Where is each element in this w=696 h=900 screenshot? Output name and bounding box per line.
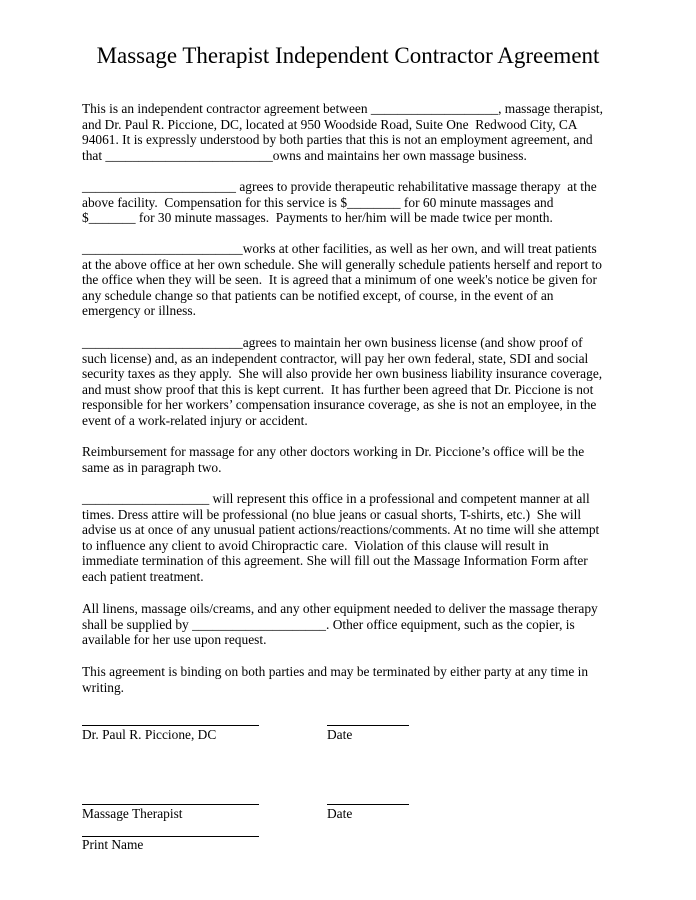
print-name-label: Print Name — [82, 837, 144, 852]
doctor-date-label: Date — [327, 727, 353, 742]
paragraph-line: at the above office at her own schedule. She will generally schedule patients herself and report to — [82, 256, 602, 272]
paragraph-line: above facility. Compensation for this service is $________ for 60 minute massages and — [82, 194, 554, 210]
paragraph-line: immediate termination of this agreement. She will fill out the Massage Information Form after — [82, 553, 588, 569]
therapist-date-line[interactable] — [327, 804, 409, 805]
paragraph-equipment — [82, 601, 622, 648]
paragraph-line: times. Dress attire will be professional (no blue jeans or casual shorts, T-shirts, etc.) She will — [82, 506, 582, 522]
paragraph-line: This agreement is binding on both parties and may be terminated by either party at any time in — [82, 664, 589, 679]
doctor-signature-label: Dr. Paul R. Piccione, DC — [82, 727, 217, 742]
paragraph-line: and must show proof that this is kept current. It has further been agreed that Dr. Piccione is not — [82, 381, 594, 397]
paragraph-line: shall be supplied by ____________________. Other office equipment, such as the copier, is — [82, 616, 575, 632]
paragraph-line: the office when they will be seen. It is agreed that a minimum of one week's notice be given for — [82, 272, 597, 288]
paragraph-termination — [82, 664, 622, 695]
paragraph-line: _______________________ agrees to provide therapeutic rehabilitative massage therapy at the — [82, 179, 597, 194]
paragraph-line: 94061. It is expressly understood by both parties that this is not an employment agreement, and — [82, 132, 593, 148]
paragraph-line: All linens, massage oils/creams, and any other equipment needed to deliver the massage therapy — [82, 601, 598, 616]
therapist-signature-label: Massage Therapist — [82, 806, 183, 821]
paragraph-line: security taxes as they apply. She will also provide her own business liability insurance coverage, — [82, 366, 603, 382]
doctor-signature-line[interactable] — [82, 725, 259, 726]
therapist-signature-line[interactable] — [82, 804, 259, 805]
paragraph-line: responsible for her workers’ compensation insurance coverage, as she is not an employee, in the — [82, 397, 597, 413]
paragraph-line: ________________________works at other facilities, as well as her own, and will treat patients — [82, 241, 597, 256]
paragraph-line: This is an independent contractor agreement between ___________________, massage therapist, — [82, 101, 603, 116]
paragraph-line: that _________________________owns and maintains her own massage business. — [82, 147, 527, 163]
paragraph-reimbursement — [82, 444, 622, 475]
paragraph-scheduling — [82, 241, 622, 319]
paragraph-conduct — [82, 491, 622, 585]
paragraph-line: ___________________ will represent this office in a professional and competent manner at all — [82, 491, 590, 506]
paragraph-line: advise us at once of any unusual patient actions/reactions/comments. At no time will she attempt — [82, 522, 600, 538]
doctor-date-line[interactable] — [327, 725, 409, 726]
paragraph-intro — [82, 101, 622, 163]
therapist-date-label: Date — [327, 806, 353, 821]
paragraph-line: any schedule change so that patients can be notified except, of course, in the event of an — [82, 287, 554, 303]
paragraph-line: to influence any client to avoid Chiropractic care. Violation of this clause will result in — [82, 537, 549, 553]
paragraph-line: $_______ for 30 minute massages. Payments to her/him will be made twice per month. — [82, 210, 553, 226]
paragraph-line: and Dr. Paul R. Piccione, DC, located at 950 Woodside Road, Suite One Redwood City, CA — [82, 116, 578, 132]
paragraph-line: such license) and, as an independent contractor, will pay her own federal, state, SDI and social — [82, 350, 589, 366]
paragraph-license-insurance — [82, 335, 622, 429]
paragraph-line: event of a work-related injury or accident. — [82, 412, 308, 428]
document-title: Massage Therapist Independent Contractor Agreement — [96, 43, 600, 68]
paragraph-line: available for her use upon request. — [82, 632, 267, 648]
paragraph-line: ________________________agrees to maintain her own business license (and show proof of — [82, 335, 583, 350]
paragraph-compensation — [82, 179, 622, 226]
paragraph-line: same as in paragraph two. — [82, 459, 222, 475]
paragraph-line: Reimbursement for massage for any other doctors working in Dr. Piccione’s office will be the — [82, 444, 585, 459]
paragraph-line: writing. — [82, 679, 125, 695]
paragraph-line: each patient treatment. — [82, 568, 204, 584]
paragraph-line: emergency or illness. — [82, 303, 196, 319]
